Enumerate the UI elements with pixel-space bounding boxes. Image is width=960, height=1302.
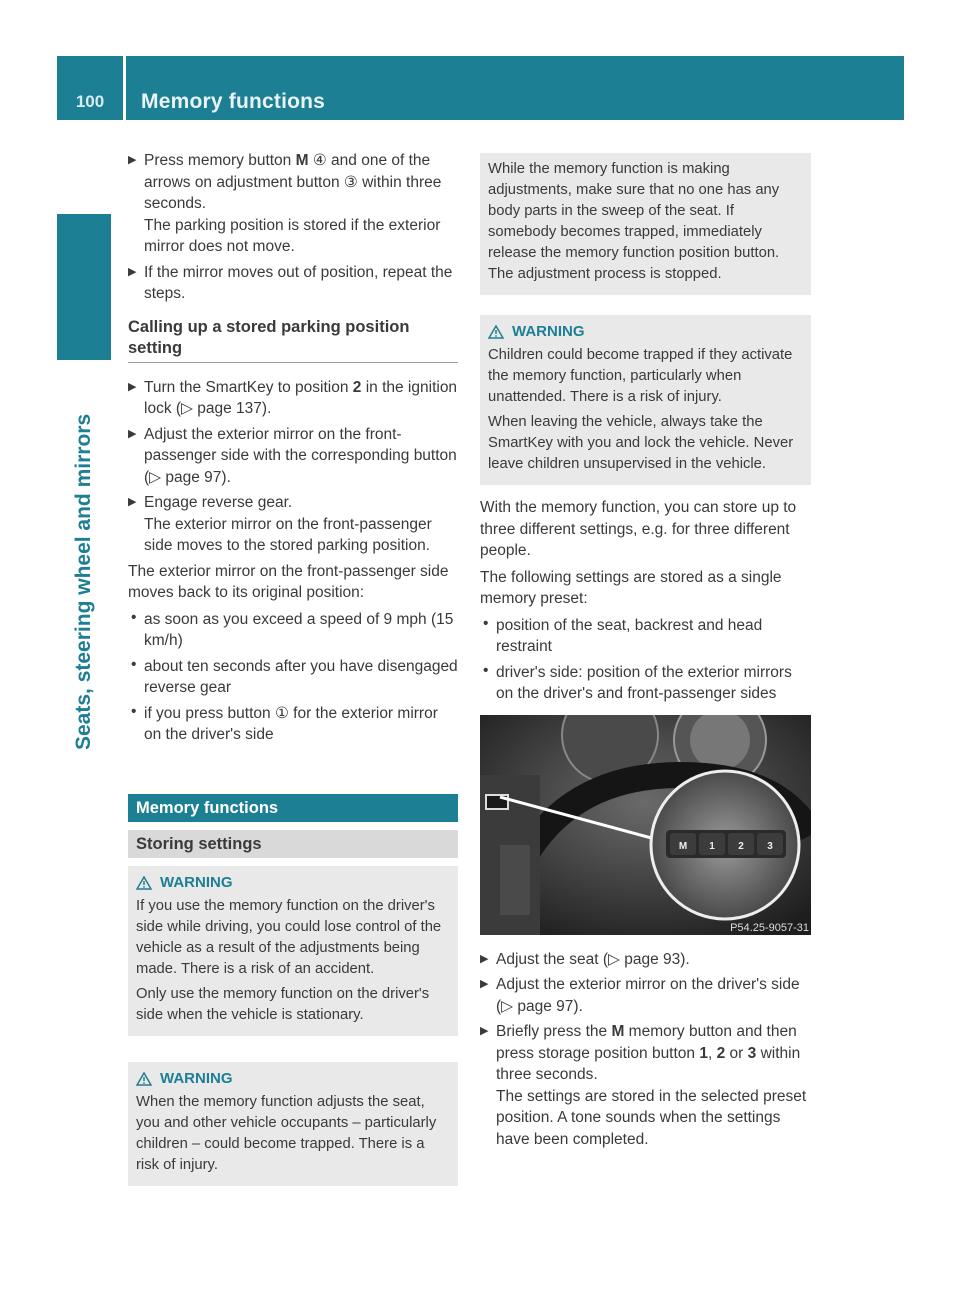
page-header	[57, 56, 904, 120]
photo-code: P54.25-9057-31	[730, 921, 809, 934]
paragraph: The exterior mirror on the front-passenger side moves back to its original position:	[128, 562, 449, 601]
bullet-dot-icon: •	[131, 702, 137, 720]
subsection-heading: Storing settings	[128, 830, 458, 858]
step-item: ▶ Briefly press the M memory button and then press storage position button 1, 2 or 3 within three seconds. The settings are stored in the selected preset position. A tone sounds when the settings have been completed.	[480, 1023, 807, 1148]
step-item: ▶ Turn the SmartKey to position 2 in the ignition lock (▷ page 137).	[128, 378, 458, 417]
warning-box	[480, 315, 811, 485]
bullet-dot-icon: •	[131, 608, 137, 626]
warning-triangle-icon	[136, 876, 152, 890]
list-item: • as soon as you exceed a speed of 9 mph (15 km/h)	[131, 608, 454, 649]
warning-triangle-icon	[488, 325, 504, 339]
step-item: ▶ Press memory button M ④ and one of the arrows on adjustment button ③ within three seconds. The parking position is stored if the exterior mirror does not move.	[128, 152, 442, 255]
warning-box	[128, 1062, 458, 1186]
page-number: 100	[75, 92, 105, 111]
note-text: While the memory function is making adjustments, make sure that no one has any body parts in the sweep of the seat. If somebody becomes trapped, immediately release the memory function position button. The adjustment process is stopped.	[488, 161, 780, 282]
left-column	[128, 150, 458, 1186]
arrow-right-icon: ▶	[128, 154, 137, 166]
warning-text: Children could become trapped if they activate the memory function, particularly when unattended. There is a risk of injury.	[488, 347, 793, 405]
memory-button-label: 2	[738, 840, 744, 852]
step-item: ▶ If the mirror moves out of position, repeat the steps.	[128, 263, 453, 302]
arrow-right-icon: ▶	[128, 496, 137, 508]
bullet-dot-icon: •	[483, 614, 489, 632]
step-item: ▶ Adjust the exterior mirror on the driver's side (▷ page 97).	[480, 976, 800, 1015]
header-divider	[123, 56, 126, 120]
note-box	[480, 153, 811, 295]
step-item: ▶ Adjust the exterior mirror on the front-passenger side with the corresponding button (▷ page 97).	[128, 425, 457, 486]
photo-illustration	[480, 715, 811, 935]
step-item: ▶ Adjust the seat (▷ page 93).	[480, 949, 811, 971]
page-title: Memory functions	[141, 90, 326, 113]
arrow-right-icon: ▶	[128, 265, 137, 278]
list-item: • if you press button ① for the exterior mirror on the driver's side	[131, 702, 438, 743]
list-item: • position of the seat, backrest and head restraint	[483, 614, 763, 655]
arrow-right-icon: ▶	[128, 380, 137, 393]
warning-triangle-icon	[136, 1072, 152, 1086]
warning-box	[128, 866, 458, 1036]
memory-buttons-photo	[480, 715, 811, 935]
step-item: ▶ Engage reverse gear. The exterior mirror on the front-passenger side moves to the stored parking position.	[128, 494, 432, 554]
warning-text: When the memory function adjusts the seat, you and other vehicle occupants – particularly children – could become trapped. There is a risk of injury.	[136, 1093, 437, 1173]
warning-heading: WARNING	[136, 1068, 450, 1090]
warning-text: If you use the memory function on the driver's side while driving, you could lose control of the vehicle as a result of the adjustments being made. There is a risk of an accident.	[136, 897, 442, 977]
arrow-right-icon: ▶	[480, 952, 489, 965]
list-item: • driver's side: position of the exterior mirrors on the driver's and front-passenger sides	[483, 661, 792, 702]
section-heading: Memory functions	[128, 794, 458, 822]
warning-text: Only use the memory function on the driver's side when the vehicle is stationary.	[136, 985, 430, 1023]
paragraph: The following settings are stored as a single memory preset:	[480, 568, 782, 607]
arrow-right-icon: ▶	[128, 427, 137, 440]
warning-text: When leaving the vehicle, always take the SmartKey with you and lock the vehicle. Never leave children unsupervised in the vehicle.	[488, 414, 794, 472]
memory-button-label: M	[678, 840, 688, 852]
memory-button-label: 1	[709, 840, 715, 852]
paragraph: With the memory function, you can store up to three different settings, e.g. for three different people.	[480, 499, 797, 559]
memory-button-label: 3	[767, 840, 773, 852]
bullet-dot-icon: •	[131, 655, 137, 673]
warning-heading: WARNING	[136, 872, 450, 894]
side-tab	[57, 214, 111, 360]
right-column	[480, 150, 811, 1154]
bullet-dot-icon: •	[483, 661, 489, 679]
arrow-right-icon: ▶	[480, 1025, 489, 1037]
list-item: • about ten seconds after you have disengaged reverse gear	[131, 655, 458, 696]
arrow-right-icon: ▶	[480, 978, 489, 990]
chapter-title: Seats, steering wheel and mirrors	[72, 413, 95, 750]
warning-heading: WARNING	[488, 321, 803, 343]
subheading: Calling up a stored parking position setting	[128, 317, 458, 363]
